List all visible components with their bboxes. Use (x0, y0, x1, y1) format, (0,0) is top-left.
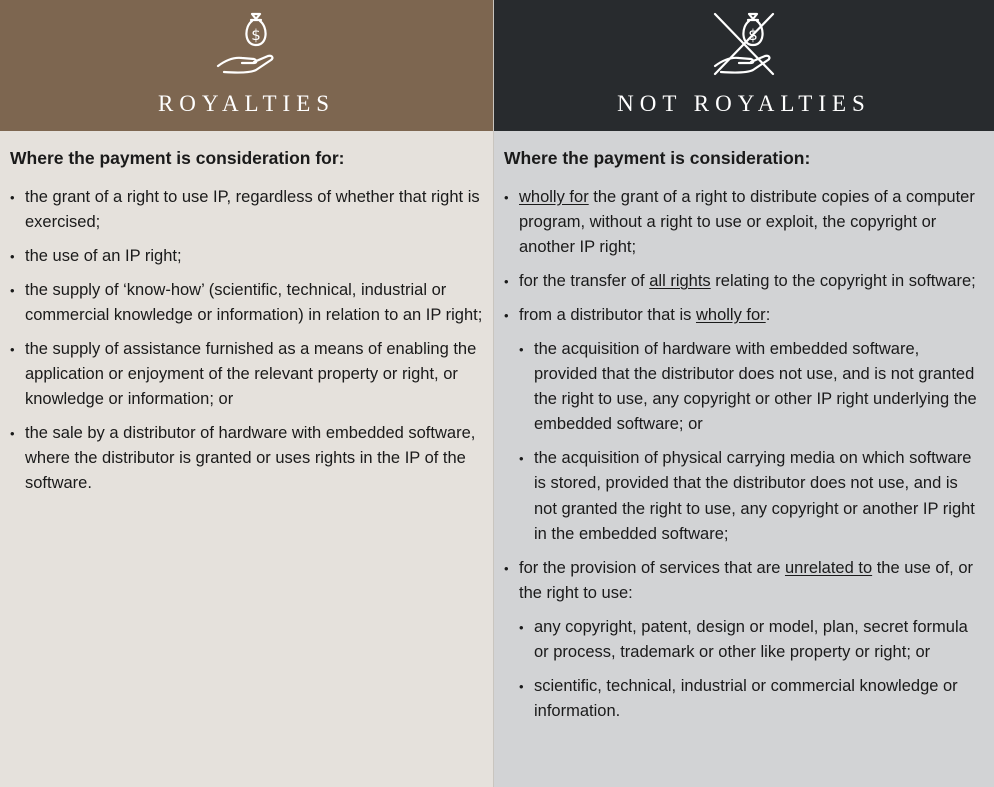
not-royalties-column (493, 0, 994, 787)
sub-list-item: • the acquisition of physical carrying media on which software is stored, provided that the distributor does not use, and is not granted the right to use, any copyright or another IP right in the embedded software; (519, 446, 984, 547)
underlined-term: wholly for (695, 306, 766, 324)
underlined-term: unrelated to (784, 558, 873, 577)
sub-list (519, 337, 984, 547)
list-item: • the grant of a right to use IP, regardless of whether that right is exercised; (10, 185, 483, 235)
royalties-list (10, 185, 483, 497)
sub-list (519, 615, 984, 724)
royalties-heading: Where the payment is consideration for: (10, 148, 345, 168)
list-item: • for the transfer of all rights relating to the copyright in software; (504, 269, 984, 294)
underlined-term: wholly for (519, 188, 589, 206)
svg-text:$: $ (748, 26, 758, 44)
underlined-term: all rights (649, 272, 711, 291)
not-royalties-header (494, 0, 994, 131)
sub-list-item: • any copyright, patent, design or model, plan, secret formula or process, trademark or other like property or right; or (519, 615, 984, 665)
not-royalties-title: NOT ROYALTIES (617, 91, 871, 116)
not-royalties-heading: Where the payment is consideration: (504, 148, 811, 168)
sub-list-item: • scientific, technical, industrial or commercial knowledge or information. (519, 674, 984, 724)
crossed-out-hand-money-bag-icon (711, 10, 777, 78)
not-royalties-list (504, 185, 984, 724)
list-item: • from a distributor that is wholly for: • the acquisition of hardware with embedded software, provided that the distributor does not use, and is not granted the right to use, any copyright or other IP right underlying the embedded software; or • the acquisition of physical carrying media on which software is stored, provided that the distributor does not use, and is not granted the right to use, any copyright or another IP right in the embedded software; (504, 303, 984, 547)
royalties-header (0, 0, 493, 131)
list-item: • for the provision of services that are unrelated to the use of, or the right to use: • any copyright, patent, design or model, plan, secret formula or process, trademark or other like property or right; or • scientific, technical, industrial or commercial knowledge or information. (504, 556, 984, 724)
royalties-column (0, 0, 493, 787)
list-item: • the use of an IP right; (10, 244, 483, 269)
svg-text:$: $ (250, 26, 261, 44)
list-item: • wholly for the grant of a right to distribute copies of a computer program, without a right to use or exploit, the copyright or another IP right; (504, 185, 984, 261)
sub-list-item: • the acquisition of hardware with embedded software, provided that the distributor does not use, and is not granted the right to use, any copyright or other IP right underlying the embedded software; or (519, 337, 984, 438)
hand-money-bag-icon (214, 10, 280, 78)
list-item: • the supply of assistance furnished as a means of enabling the application or enjoyment of the relevant property or right, or knowledge or information; or (10, 337, 483, 413)
list-item: • the sale by a distributor of hardware with embedded software, where the distributor is granted or uses rights in the IP of the software. (10, 421, 483, 497)
royalties-title: ROYALTIES (157, 91, 336, 116)
list-item: • the supply of ‘know-how’ (scientific, technical, industrial or commercial knowledge or information) in relation to an IP right; (10, 278, 483, 328)
